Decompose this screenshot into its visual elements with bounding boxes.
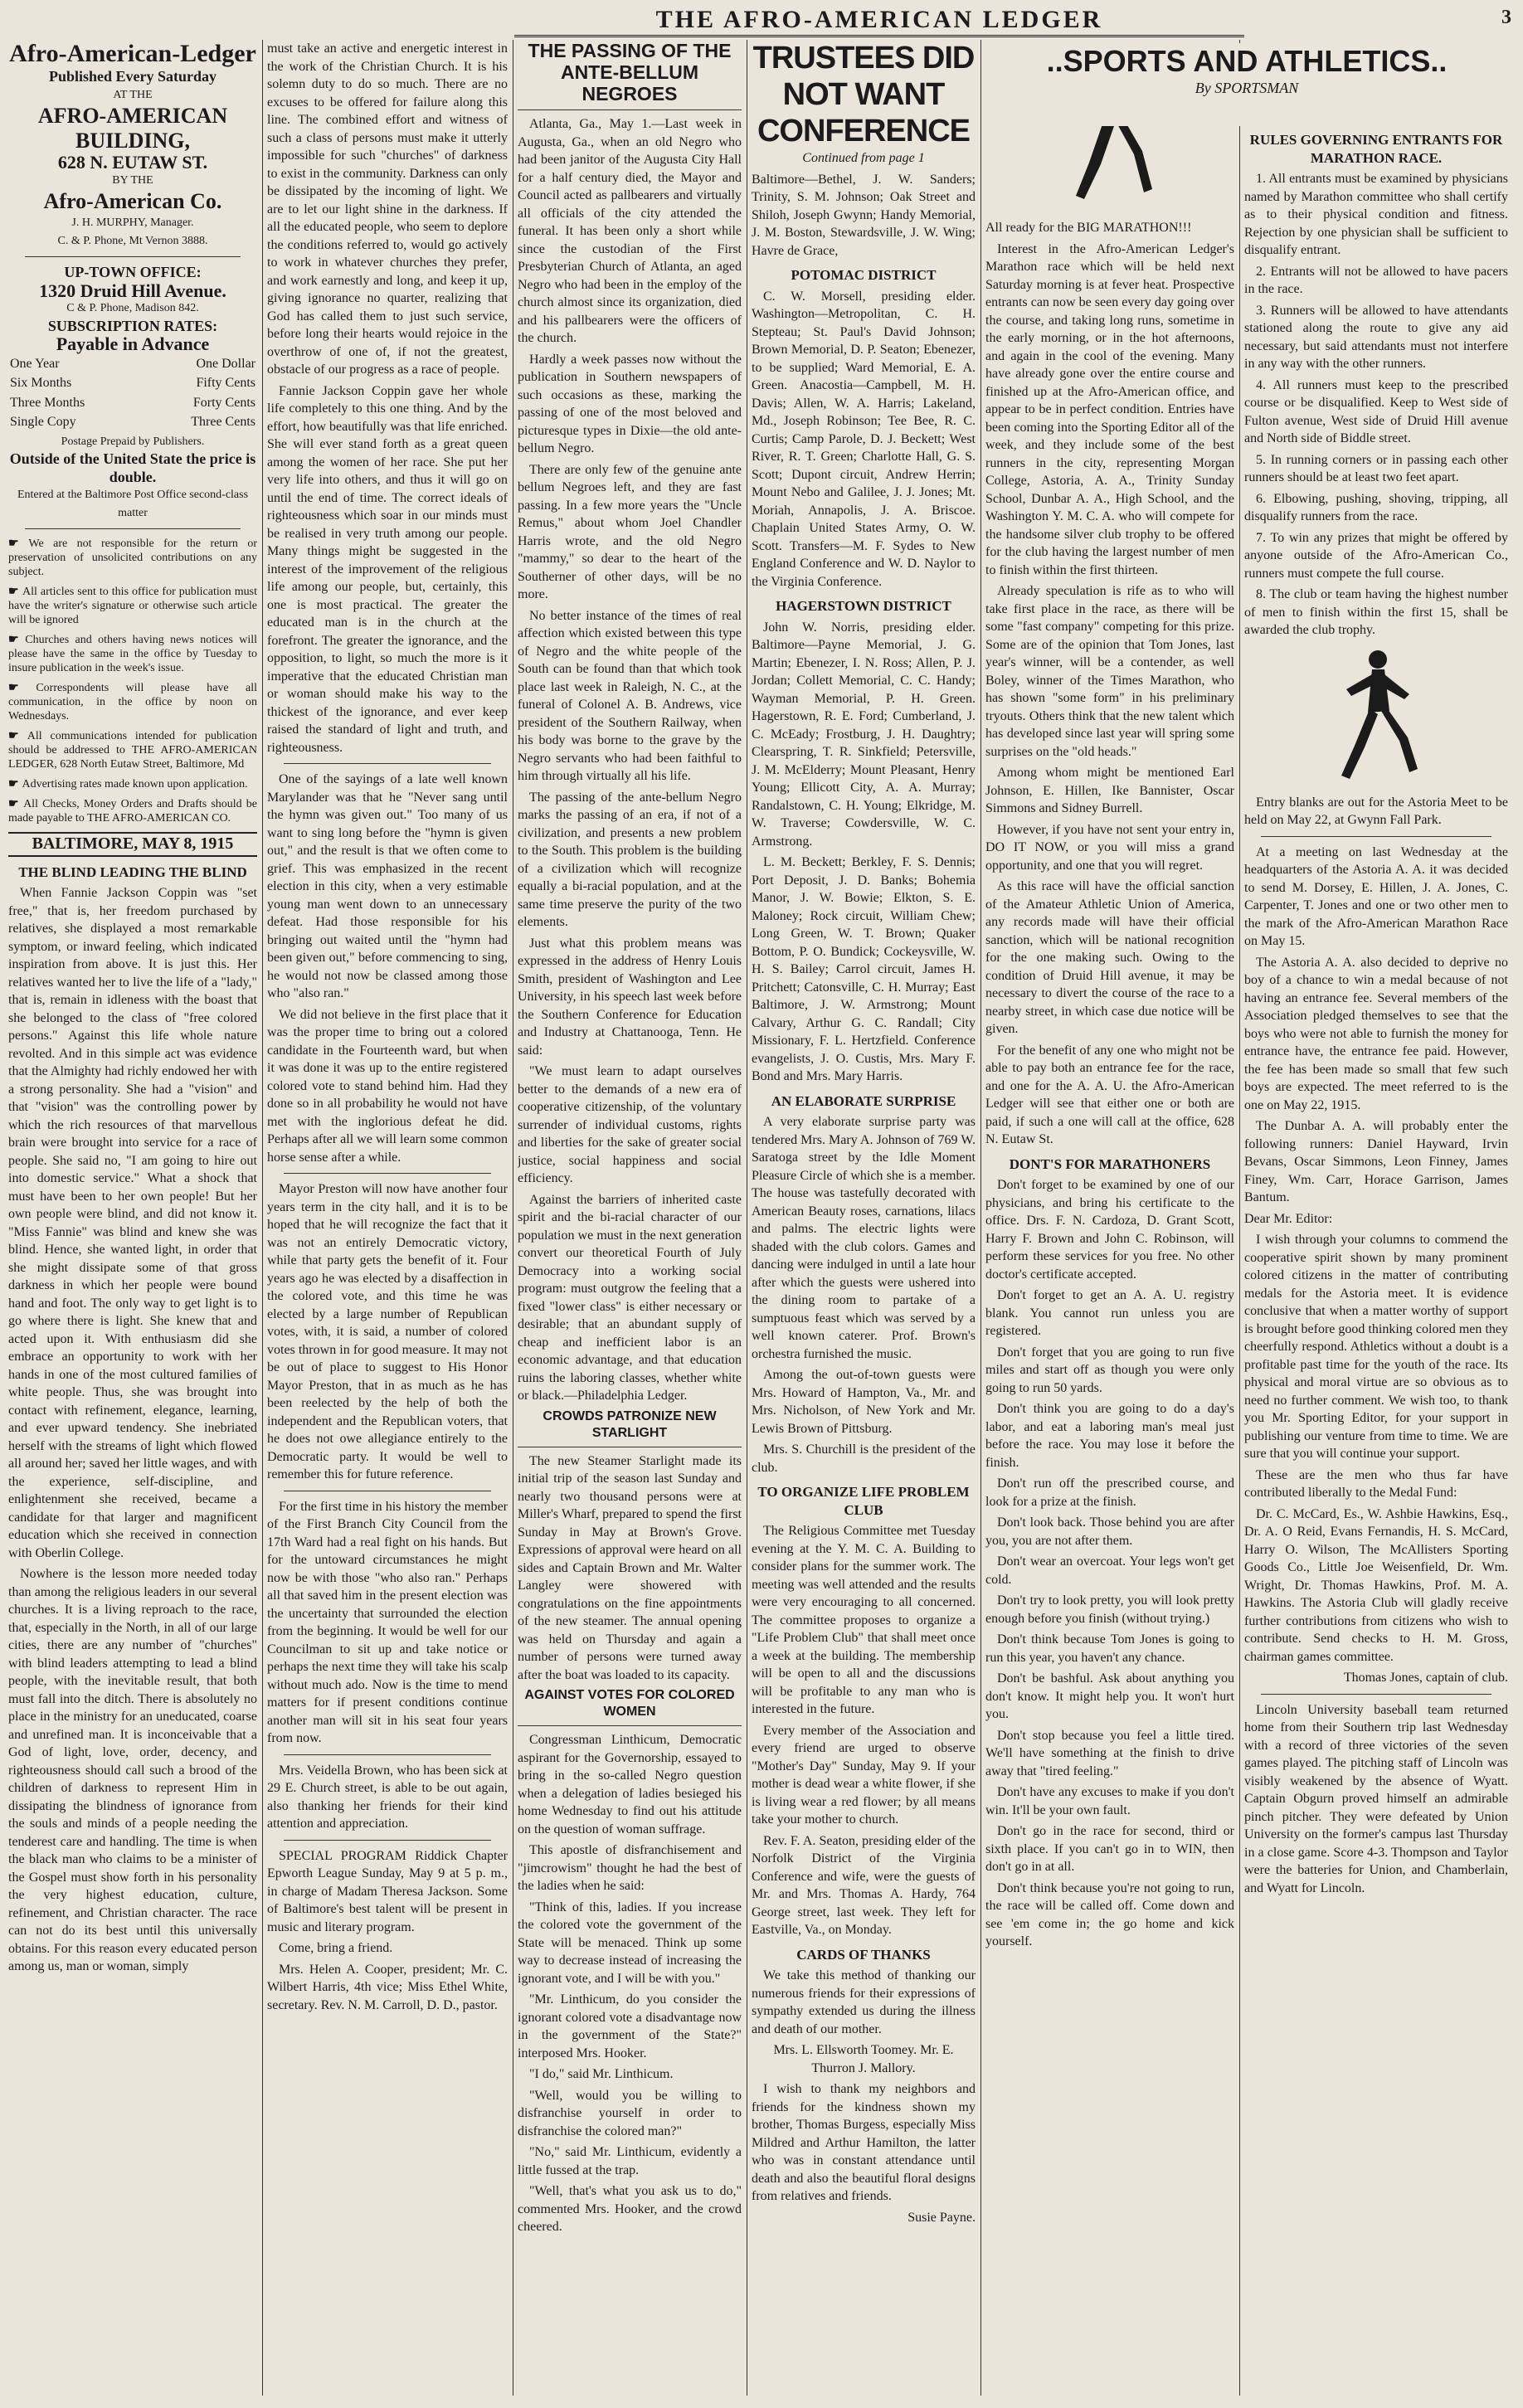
editorial-paragraph: One of the sayings of a late well known Marylander was that he "Never sang until the hymn was given out." Too many of us want to sing long before the "hymn is given out," and the result is that we often come to grief. This was emphasized in the recent election in this city, when a very estimable young man went down to an unnecessary defeat. Had those responsible for his bringing out waited until the "hymn had been given out," before commencing to sing, he would not now be classed among those who "also ran." [267, 772, 508, 1000]
nameplate-address: 628 N. EUTAW ST. [57, 152, 208, 173]
runner-illustration-icon [1326, 646, 1426, 787]
article-headline: AGAINST VOTES FOR COLORED WOMEN [518, 1687, 742, 1726]
donts-item: Don't forget to be examined by one of our physicians, and bring his certificate to the office. Drs. F. N. Cardoza, D. Grant Scott, Harry F. Brown and John C. Robinson, will perform these services for you free. No other doctor's certificate accepted. [985, 1178, 1234, 1282]
article-paragraph: Among the out-of-town guests were Mrs. Howard of Hampton, Va., Mr. and Mrs. Nicholson, of New York and Mr. Lewis Brown of Pittsburg. [752, 1368, 976, 1436]
article-headline: TRUSTEES DID NOT WANT CONFERENCE [752, 41, 975, 148]
article-paragraph: John W. Norris, presiding elder. Baltimore—Payne Memorial, J. G. Martin; Ebenezer, I. N. Ross; Allen, P. J. Jordan; Collett Memorial, C. C. Handy; Wayman Memorial, P. H. Green. Hagerstown, R. E. Ford; Cumberland, J. C. McEady; Frostburg, J. H. Daughtry; Clearspring, T. R. Sinkfield; Petersville, J. M. McElderry; Mount Pleasant, Henry Young; Ellicott City, A. A. Murray; Randalstown, C. H. Young; Elkridge, M. W. Traverse; Cowdersville, W. C. Armstrong. [752, 620, 976, 849]
article-paragraph: At a meeting on last Wednesday at the headquarters of the Astoria A. A. it was decided to send M. Dorsey, E. Hillen, J. A. Jones, C. Carpenter, T. Jones and one or two other men to the mark of the Afro-American Marathon Race on May 15. [1244, 844, 1508, 948]
column-rule [980, 40, 981, 2396]
notice-item: ☛ Correspondents will please have all communication, in the office by noon on Wednesdays. [8, 680, 257, 722]
pointing-hand-icon: ☛ [8, 728, 27, 742]
nameplate-frequency: Published Every Saturday [48, 68, 217, 85]
donts-item: Don't run off the prescribed course, and look for a prize at the finish. [985, 1476, 1234, 1509]
article-paragraph: Every member of the Association and every friend are urged to observe "Mother's Day" Sunday, May 9. If your mother is dead wear a white flower, if she is living wear a red flower; by all means take your mother to church. [752, 1723, 976, 1827]
rate-row [10, 394, 255, 412]
article-paragraph: Rev. F. A. Seaton, presiding elder of the Norfolk District of the Virginia Conference and wife, were the guests of Mr. and Mrs. Thomas A. Hardy, 764 George street, last week. They left for Eastville, Va., on Monday. [752, 1833, 976, 1937]
pointing-hand-icon: ☛ [8, 536, 29, 549]
article-paragraph: I wish through your columns to commend the cooperative spirit shown by many prominent colored citizens in the matter of contributing medals for the Astoria meet. It is evidence conclusive that when a matter worthy of support is brought before good thinking colored men they cheerfully respond. Athletics without a doubt is a profitable past time for the youth of the race. Its physical and moral virtue are so obvious as to need no further comment. We wish too, to thank you Mr. Sporting Editor, for your support in publishing our venture from time to time. We are sure that you will continue your support. [1244, 1233, 1508, 1461]
donts-item: Don't go in the race for second, third or sixth place. If you can't go in to WIN, then don't go in at all. [985, 1824, 1234, 1874]
donts-item: Don't stop because you feel a little tired. We'll have something at the finish to drive away that "tired feeling." [985, 1728, 1234, 1778]
district-heading: HAGERSTOWN DISTRICT [776, 598, 951, 614]
rates-table [8, 353, 257, 433]
notice-item: ☛ Churches and others having news notices will please have the same in the office by Tuesday to insure publication in the week's issue. [8, 632, 257, 674]
article-paragraph: Nowhere is the lesson more needed today than among the religious leaders in our several churches. It is a living reproach to the race, that, especially in the North, in all of our large cities, there are any number of "churches" with blind leaders attempting to lead a blind people, with the inevitable result, that both must fall into the ditch. There is absolutely no place in the ministry for an uneducated, coarse and unrefined man. It is inconceivable that a God of light, love, order, decency, and righteousness should call such a brood of the children of darkness to represent Him in dissipating the blindness of ignorance from the souls and minds of a people needing the tenderest care and handling. The time is when the black man who claims to be a minister of the Gospel must show forth in his personality the very highest education, culture, refinement, and Christian character. The race can not do its best until this universally obtains. For this reason every educated person among us, man or woman, simply [8, 1567, 257, 1973]
donts-item: Don't try to look pretty, you will look pretty enough before you finish (without trying.) [985, 1593, 1234, 1626]
card-signers: Mrs. L. Ellsworth Toomey. Mr. E. Thurron J. Mallory. [773, 2043, 954, 2075]
nameplate-building: AFRO-AMERICAN BUILDING, [37, 104, 228, 153]
article-paragraph: C. W. Morsell, presiding elder. Washington—Metropolitan, C. H. Stepteau; St. Paul's David Johnson; Brown Memorial, D. P. Seaton; Ebenezer, to be supplied; Ward Memorial, E. A. Green. Anacostia—Campbell, M. H. Davis; Allen, W. A. Harris; Lakeland, Md., Joseph Robinson; Tee Bee, R. C. Curtis; Camp Parole, D. J. Beckett; West River, R. T. Green; Charlotte Hall, G. S. Scott; Dupont circuit, Andrew Herrin; Mount Nebo and Galilee, J. J. Jones; Mt. Moriah, Annapolis, J. A. Briscoe. Chaplain United States Army, O. W. Scott. Transfers—M. F. Sydes to New England Conference and W. D. Naylor to the Virginia Conference. [752, 289, 976, 589]
subscription-label: SUBSCRIPTION RATES: [47, 317, 218, 334]
column-6 [1244, 124, 1508, 2397]
news-item: Mrs. Veidella Brown, who has been sick at 29 E. Church street, is able to be out again, also thanking her friends for their kind attention and appreciation. [267, 1763, 508, 1831]
article-paragraph: Already speculation is rife as to who will take first place in the race, as there will be some "fast company" competing for this prize. Some are of the opinion that Tom Jones, last year's winner, will be a contender, as well Boley, winner of the Times Marathon, who has shown "some form" in his preliminary tryouts. Others think that the new talent which has developed since last year will spring some surprises on the "old heads." [985, 584, 1234, 759]
article-paragraph: Lincoln University baseball team returned home from their Southern trip last Wednesday with a record of three victories of the seven games played. The pitching staff of Lincoln was visibly weakened by the absence of Wyatt. Captain Obgurn proved himself an admirable pinch pitcher. They were defeated by Union University on the former's campus last Thursday in a close game. Score 4-3. Thompson and Taylor were the batteries for Union, and Chamberlain, and Wyatt for Lincoln. [1244, 1702, 1508, 1895]
article-paragraph: For the benefit of any one who might not be able to pay both an entrance fee for the race, and one for the A. A. U. the Afro-American Ledger will see that either one or both are paid, if such a one will call at the office, 628 N. Eutaw St. [985, 1043, 1234, 1146]
page-masthead: THE AFRO-AMERICAN LEDGER [514, 5, 1244, 37]
pointing-hand-icon: ☛ [8, 632, 26, 645]
article-paragraph: Congressman Linthicum, Democratic aspirant for the Governorship, essayed to bring in the so-called Negro question when a delegation of ladies besieged his home Wednesday to find out his attitude on the question of woman suffrage. [518, 1733, 742, 1836]
editorial-paragraph: Mayor Preston will now have another four years term in the city hall, and it is to be hoped that he will recognize the fact that it was not an entirely Democratic victory, while that party gets the benefit of it. Four years ago he was elected by a disaffection in the colored vote, and this time he was elected by a large number of Republican votes, with, it is said, a number of colored votes thrown in for good measure. It may not be out of place to suggest to His Honor Mayor Preston, that in as much as he has been reelected by the help of both the independent and the Republican voters, that he does not owe allegiance entirely to the Democratic party. It would be well to remember this for future reference. [267, 1182, 508, 1481]
article-paragraph: "We must learn to adapt ourselves better to the demands of a new era of cooperative citizenship, of the voluntary surrender of individual customs, rights and liberties for the sake of greater social justice, social happiness and social efficiency. [518, 1064, 742, 1185]
donts-item: Don't forget to get an A. A. U. registry blank. You cannot run unless you are registered. [985, 1288, 1234, 1338]
article-paragraph: There are only few of the genuine ante bellum Negroes left, and they are fast passing. In a few more years the "Uncle Remus," about whom Joel Chandler Harris wrote, and the old Negro "mammy," so dear to the heart of the Southerner of other days, will be no more. [518, 462, 742, 601]
rule-item: 8. The club or team having the highest number of men to finish within the first 15, shall be awarded the club trophy. [1244, 587, 1508, 637]
uptown-label: UP-TOWN OFFICE: [64, 264, 202, 280]
article-paragraph: Just what this problem means was expressed in the address of Henry Louis Smith, president of Washington and Lee University, in his speech last week before the Southern Conference for Education and Industry at Chattanooga, Tenn. He said: [518, 936, 742, 1058]
article-paragraph: However, if you have not sent your entry in, DO IT NOW, or you will miss a grand opportunity, and one that you will regret. [985, 822, 1234, 873]
article-paragraph: This apostle of disfranchisement and "jimcrowism" thought he had the best of the ladies when he said: [518, 1843, 742, 1893]
column-rule [1239, 40, 1240, 2396]
rate-term: Three Months [10, 395, 85, 410]
continued-note: Continued from page 1 [802, 151, 925, 165]
column-rule [262, 40, 263, 2396]
rule-item: 1. All entrants must be examined by physicians named by Marathon committee who shall certify as to their physical condition and fitness. Rejection by one physician shall be sufficient to disqualify entrant. [1244, 172, 1508, 257]
letter-signer: Thomas Jones, captain of club. [1343, 1671, 1508, 1685]
notice-item: ☛ We are not responsible for the return or preservation of unsolicited contributions on any subject. [8, 536, 257, 578]
rate-row [10, 413, 255, 431]
dateline: BALTIMORE, MAY 8, 1915 [8, 832, 257, 857]
article-paragraph: "I do," said Mr. Linthicum. [529, 2067, 674, 2081]
payable-label: Payable in Advance [56, 333, 210, 354]
rules-headline: RULES GOVERNING ENTRANTS FOR MARATHON RACE. [1249, 132, 1503, 166]
nameplate-by-the: BY THE [112, 173, 153, 187]
donts-item: Don't forget that you are going to run five miles and start off as though you were only going to run 50 yards. [985, 1345, 1234, 1395]
article-paragraph: "Think of this, ladies. If you increase the colored vote the government of the State will be menaced. Think up some way to decrease instead of increasing the ignorant vote, and I will be with you." [518, 1900, 742, 1986]
article-paragraph: The passing of the ante-bellum Negro marks the passing of an era, if not of a civilization, and presents a new problem to the South. This problem is the building of a civilization which will recognize equally a bi-racial population, and at the same time preserve the purity of the two elements. [518, 790, 742, 929]
article-headline: THE PASSING OF THE ANTE-BELLUM NEGROES [518, 40, 742, 110]
article-paragraph: Hardly a week passes now without the publication in Southern newspapers of such occasions as these, marking the passing of one of the most beloved and picturesque types in Dixie—the old ante-bellum Negro. [518, 352, 742, 455]
pointing-hand-icon: ☛ [8, 796, 24, 810]
article-paragraph: Among whom might be mentioned Earl Johnson, E. Hillen, Ike Bannister, Oscar Simmons and Sidney Burrell. [985, 766, 1234, 815]
editorial-paragraph: We did not believe in the first place that it was the proper time to bring out a colored candidate in the Fourteenth ward, but when it was done it was up to the entire registered colored vote to stand behind him. Had they done so in all probability he would not have met with the inglorious defeat he did. Perhaps after all we will learn some common horse sense after a while. [267, 1007, 508, 1165]
article-paragraph: The Dunbar A. A. will probably enter the following runners: Daniel Hayward, Irvin Bevans, Oscar Simmons, Leon Finney, James Finey, Wm. Carr, Horace Garrison, James Bantum. [1244, 1119, 1508, 1204]
article-paragraph: The Astoria A. A. also decided to deprive no boy of a chance to win a medal because of not having an entrance fee. Several members of the Association pledged themselves to see that the boys who were not able to furnish the money for entrance have, the entrance fee paid. However, the fee has been made so small that few such boys are expected. The meet referred to is the one on May 22, 1915. [1244, 955, 1508, 1112]
postage-note: Postage Prepaid by Publishers. [61, 435, 205, 448]
rate-term: One Year [10, 356, 60, 371]
donts-item: Don't be bashful. Ask about anything you don't know. It might help you. It won't hurt you. [985, 1671, 1234, 1721]
entry-note: Entry blanks are out for the Astoria Meet to be held on May 22, at Gwynn Fall Park. [1244, 795, 1508, 827]
program-signers: Mrs. Helen A. Cooper, president; Mr. C. Wilbert Harris, 4th vice; Miss Ethel White, secretary. Rev. N. M. Carroll, D. D., pastor. [267, 1962, 508, 2012]
rule-item: 5. In running corners or in passing each other runners should be at least two feet apart. [1244, 452, 1508, 484]
notice-item: ☛ All articles sent to this office for publication must have the writer's signature or otherwise such article will be ignored [8, 584, 257, 626]
article-paragraph: Atlanta, Ga., May 1.—Last week in Augusta, Ga., when an old Negro who had been janitor of the Augusta City Hall for a half century died, the Mayor and Council acted as pallbearers and virtually all officials of the city attended the funeral. It has been only a short while since the custodian of the First Presbyterian Church of Atlanta, an aged Negro who had been in the employ of the church almost since its organization, died and his pallbearers were the officers of the church. [518, 117, 742, 345]
uptown-phone: C & P. Phone, Madison 842. [66, 302, 199, 314]
article-headline: AN ELABORATE SURPRISE [771, 1092, 956, 1109]
letter-salutation: Dear Mr. Editor: [1244, 1211, 1333, 1226]
column-3 [518, 40, 742, 2396]
article-paragraph: L. M. Beckett; Berkley, F. S. Dennis; Port Deposit, J. D. Banks; Bohemia Manor, J. W. Bowie; Elkton, S. E. Maloney; Rock circuit, William Chew; Long Green, W. T. Brown; Quaker Bottom, P. O. Bundick; Cockeysville, W. H. S. Bailey; Carrol circuit, James H. Pritchett; Catonsville, C. H. Murray; East Baltimore, J. W. Armstrong; Mount Calvary, Arthur G. C. Randall; City Missionary, F. L. Hertzfield. Conference evangelists, J. O. Custis, Mrs. Mary F. Bond and Mrs. Mary Harris. [752, 855, 976, 1083]
rate-row [10, 355, 255, 373]
column-5 [985, 40, 1234, 2396]
card-signer: Susie Payne. [907, 2210, 976, 2225]
article-paragraph: These are the men who thus far have contributed liberally to the Medal Fund: [1244, 1467, 1508, 1500]
article-paragraph: As this race will have the official sanction of the Amateur Athletic Union of America, any records made will have their official sanction, which will be national recognition for the one making such. Owing to the condition of Druid Hill avenue, it may be necessary to divert the course of the race to a nearby street, in which case due notice will be given. [985, 879, 1234, 1036]
article-paragraph: When Fannie Jackson Coppin was "set free," that is, her freedom purchased by relatives, she displayed a most remarkable symptom, or inward feeling, which indicated inspiration from above. It is just this. Her relatives wanted her to live the life of a "lady," that is, remain in idleness with the boast that she belonged to the class of "free colored persons." Against this life whole nature revolted. And in this simple act was evidence that the Almighty had richly endowed her with a strong personality. She had a "vision" and that "vision" was the controlling power by which the rich resources of that marvellous brain were brought into service for a race of people. She said no, "I am going to hire out into domestic service." What a shock that must have been to her own people! But her own people were blind, and did not know it. "Miss Fannie" was blind and knew she was blind. Hence, she wanted light, in order that she might dissipate some of that gross darkness in which her people were bound hand and foot. The only way to get light is to go where there is light. She knew that and acted upon it. With enthusiasm did she embrace an opportunity to work with her hands in one of the most cultured families of white people. Thus, she was brought into contact with refinement, elegance, learning, and ever upward tendency. She inebriated herself with the streams of light which flowed all around her; saved her little wages, and with the experience, self-discipline, and enlightenment she received, became a candidate for that larger and magnificent education which she received in connection with Oberlin College. [8, 886, 257, 1560]
article-headline: THE BLIND LEADING THE BLIND [18, 863, 247, 880]
article-paragraph: "Well, would you be willing to disfranchise yourself in order to disfranchise the colored man?" [518, 2088, 742, 2138]
page-number: 3 [1501, 7, 1511, 28]
uptown-address: 1320 Druid Hill Avenue. [39, 280, 226, 301]
section-headline: ..SPORTS AND ATHLETICS.. [1046, 44, 1448, 78]
entered-note: Entered at the Baltimore Post Office second-class matter [17, 489, 249, 519]
rate-price: Three Cents [191, 415, 255, 429]
article-paragraph: Dr. C. McCard, Es., W. Ashbie Hawkins, Esq., Dr. A. O Reid, Evans Fernandis, H. S. McCard, Harry O. Wilson, The McAllisters Sporting Goods Co., Little Joe Weisenfield, Dr. Wm. Wright, Dr. Thomas Hawkins, Prof. M. A. Hawkins. The Astoria Club will gladly receive further contributions from citizens who wish to contribute. Send checks to H. M. Gross, chairman games committee. [1244, 1506, 1508, 1664]
rule-item: 3. Runners will be allowed to have attendants stationed along the route to give any aid necessary, but said attendants must not interfere in any way with the other runners. [1244, 303, 1508, 371]
column-4 [752, 40, 976, 2396]
article-paragraph: Fannie Jackson Coppin gave her whole life completely to this one thing. And by the effort, how beautifully was that life enriched. She will ever stand forth as a great queen among the women of her race. She put her very life into others, and thus it will go on until the end of time. The correct ideals of righteousness which soar in our minds must be realised in very truth among our people. Many things might be suggested in the interest of the improvement of the religious life among our people, but, certainly, this one is most practical. The greater the educated man is in the church at the forefront. The greater the ignorance, and the opposition, to light, so much the more is it imperative that the educated Christian man or woman should make his way to the thickest of the ignorance, and ever keep raised the standard of light and truth, and righteousness. [267, 383, 508, 755]
article-paragraph: I wish to thank my neighbors and friends for the kindness shown my brother, Thomas Burgess, especially Miss Mildred and Arthur Hamilton, the latter who was in constant attendance until death and also the beautiful floral designs from relatives and friends. [752, 2082, 976, 2203]
article-paragraph: "Mr. Linthicum, do you consider the ignorant colored vote a disadvantage now in the government of the State?" interposed Mrs. Hooker. [518, 1992, 742, 2060]
rule-item: 7. To win any prizes that might be offered by anyone outside of the Afro-American Co., runners must compete the full course. [1244, 530, 1508, 581]
notice-item: ☛ Advertising rates made known upon application. [8, 776, 248, 791]
article-paragraph: A very elaborate surprise party was tendered Mrs. Mary A. Johnson of 769 W. Saratoga street by the Idle Moment Pleasure Circle of which she is a member. The house was tastefully decorated with American Beauty roses, carnations, lilacs and palms. The electric lights were shaded with the club colors. Games and dancing were indulged in until a late hour after which the guests were ushered into the dining room to partake of a sumptuous feast which was served by a well known caterer. Prof. Brown's orchestra furnished the music. [752, 1115, 976, 1361]
rate-term: Single Copy [10, 415, 76, 429]
rule-item: 2. Entrants will not be allowed to have pacers in the race. [1244, 264, 1508, 296]
rule-item: 4. All runners must keep to the prescribed course or be disqualified. Keep to West side of Fulton avenue, West side of Druid Hill avenue and North side of Biddle street. [1244, 377, 1508, 445]
editorial-paragraph: For the first time in his history the member of the First Branch City Council from the 17th Ward had a real fight on his hands. But for the untoward circumstances he might now be with those "who also ran." Perhaps all that saved him in the present election was the uncertainty that surrounded the election from the beginning. It would be well for our Councilman to sit up and take notice or perhaps the next time they will take his scalp without much ado. Now is the time to mend matters for if present conditions continue another man will sit in his seat four years from now. [267, 1499, 508, 1745]
donts-item: Don't think because you're not going to run, the race will be called off. Come down and see 'em come in; the go home and kick yourself. [985, 1880, 1234, 1948]
donts-item: Don't think you are going to do a day's labor, and eat a laboring man's meal just before the race. You may lose it before the finish. [985, 1402, 1234, 1470]
article-paragraph: "No," said Mr. Linthicum, evidently a little fussed at the trap. [518, 2145, 742, 2177]
rate-term: Six Months [10, 376, 72, 390]
article-paragraph: The Religious Committee met Tuesday evening at the Y. M. C. A. Building to consider plans for the summer work. The meeting was well attended and the results were very encouraging to all concerned. The committee proposes to organize a "Life Problem Club" that shall meet once a week at the building. The membership will be open to all and the discussions will be profitable to any man who is interested in the future. [752, 1524, 976, 1716]
article-paragraph: Against the barriers of inherited caste spirit and the bi-racial character of our population we must in the next generation convert our theoretical Fourth of July Democracy into a working social program: must outgrow the feeling that a fixed "lower class" is either necessary or desirable; that an abundant supply of cheap and inefficient labor is an economic advantage, and that education ruins the laboring classes, whether white or black.—Philadelphia Ledger. [518, 1192, 742, 1403]
section-byline: By SPORTSMAN [1195, 80, 1299, 96]
rate-row [10, 374, 255, 392]
article-headline: DONT'S FOR MARATHONERS [1009, 1155, 1211, 1172]
article-paragraph: "Well, that's what you ask us to do," commented Mrs. Hooker, and the crowd cheered. [518, 2184, 742, 2234]
rule-item: 6. Elbowing, pushing, shoving, tripping, all disqualify runners from the race. [1244, 491, 1508, 523]
notice-item: ☛ All Checks, Money Orders and Drafts should be made payable to THE AFRO-AMERICAN CO. [8, 796, 257, 825]
program-notice: SPECIAL PROGRAM Riddick Chapter Epworth League Sunday, May 9 at 5 p. m., in charge of Madam Theresa Jackson. Some of Baltimore's best talent will be present in music and literary program. [267, 1848, 508, 1934]
pointing-hand-icon: ☛ [8, 776, 22, 790]
article-paragraph: Baltimore—Bethel, J. W. Sanders; Trinity, S. M. Johnson; Oak Street and Shiloh, Joseph Gwynn; Handy Memorial, J. M. Boston, Stewardsville, J. W. Wing; Havre de Grace, [752, 172, 976, 258]
article-headline: CROWDS PATRONIZE NEW STARLIGHT [518, 1408, 742, 1447]
donts-item: Don't wear an overcoat. Your legs won't get cold. [985, 1554, 1234, 1587]
pointing-hand-icon: ☛ [8, 584, 22, 597]
donts-item: Don't think because Tom Jones is going to run this year, you haven't any chance. [985, 1632, 1234, 1665]
nameplate-company: Afro-American Co. [43, 189, 222, 213]
notice-item: ☛ All communications intended for publication should be addressed to THE AFRO-AMERICAN LEDGER, 628 North Eutaw Street, Baltimore, Md [8, 728, 257, 771]
nameplate-phone: C. & P. Phone, Mt Vernon 3888. [57, 234, 208, 247]
column-1 [8, 40, 257, 2396]
article-paragraph: The new Steamer Starlight made its initial trip of the season last Sunday and nearly two thousand persons were at Miller's Wharf, prepared to spend the first Sunday in May at Brown's Grove. Expressions of approval were heard on all sides and Captain Brown and Mr. Walter Langley were showered with congratulations on the fine appointments of the new steamer. The annual opening was held on Thursday and again a number of persons were turned away after the boat was loaded to its capacity. [518, 1453, 742, 1682]
rate-price: Fifty Cents [196, 376, 255, 390]
article-paragraph: We take this method of thanking our numerous friends for their expressions of sympathy extended us during the illness and death of our mother. [752, 1968, 976, 2036]
outside-note: Outside of the United State the price is double. [9, 450, 256, 485]
article-paragraph: Interest in the Afro-American Ledger's Marathon race which will be held next Saturday morning is at fever heat. Prospective entrants can now be seen every day going over the course, and taking long runs, sometime in the early morning, or in the hot afternoons, and again in the cool of the evening. Many have already gone over the entire course and finished up at the Afro-American office, and appear to be in perfect condition. Entries have been coming into the Sporting Editor all of the week, and they include some of the best runners in the city, representing Morgan College, Astoria, A. A., Trinity Sunday School, Dunbar A. A., High School, and the Washington Y. M. C. A. who will compete for the handsome silver club trophy to be offered for the club having the largest number of men to finish within the first thirteen. [985, 241, 1234, 577]
article-headline: TO ORGANIZE LIFE PROBLEM CLUB [757, 1484, 970, 1518]
article-paragraph: No better instance of the times of real affection which existed between this type of Negro and the white people of the South can be found than that which took place last week in Raleigh, N. C., at the funeral of Colonel A. B. Andrews, vice president of the Southern Railway, when his body was borne to the grave by the Negro servants who had been faithful to him through virtually all his life. [518, 608, 742, 783]
district-heading: POTOMAC DISTRICT [791, 267, 937, 283]
photo-caption: All ready for the BIG MARATHON!!! [985, 221, 1192, 235]
article-paragraph: must take an active and energetic interest in the work of the Christian Church. It is his solemn duty to do so much. There are no excuses to be offered for failure along this line. The combined effort and witness of such a class of persons must make it utterly impossible for such "churches" of darkness to exist in the community. Darkness can only be dissipated by the incoming of light. We are to let our light shine in the darkness. If all the educated people, who seem to deplore the conditions referred to, would go actively to work in whatever churches they prefer, and work earnestly and long, and keep it up, giving ignorance no quarter, realizing that God has called them to just such service, before long their hearts would rejoice in the overthrow of one of, if not the greatest, obstacle of our progress as a race of people. [267, 41, 508, 377]
sports-banner [985, 43, 1508, 126]
rate-price: Forty Cents [192, 395, 255, 410]
donts-item: Don't look back. Those behind you are after you, you are not after them. [985, 1515, 1234, 1548]
article-paragraph: Mrs. S. Churchill is the president of the club. [752, 1442, 976, 1475]
nameplate-at-the: AT THE [113, 88, 153, 101]
rate-price: One Dollar [196, 356, 255, 371]
program-close: Come, bring a friend. [279, 1941, 393, 1955]
pointing-hand-icon: ☛ [8, 680, 36, 693]
nameplate-manager: J. H. MURPHY, Manager. [71, 216, 194, 229]
nameplate-title: Afro-American-Ledger [9, 40, 256, 67]
donts-item: Don't have any excuses to make if you don't win. It'll be your own fault. [985, 1785, 1234, 1817]
column-2 [267, 40, 508, 2396]
article-headline: CARDS OF THANKS [796, 1946, 931, 1963]
